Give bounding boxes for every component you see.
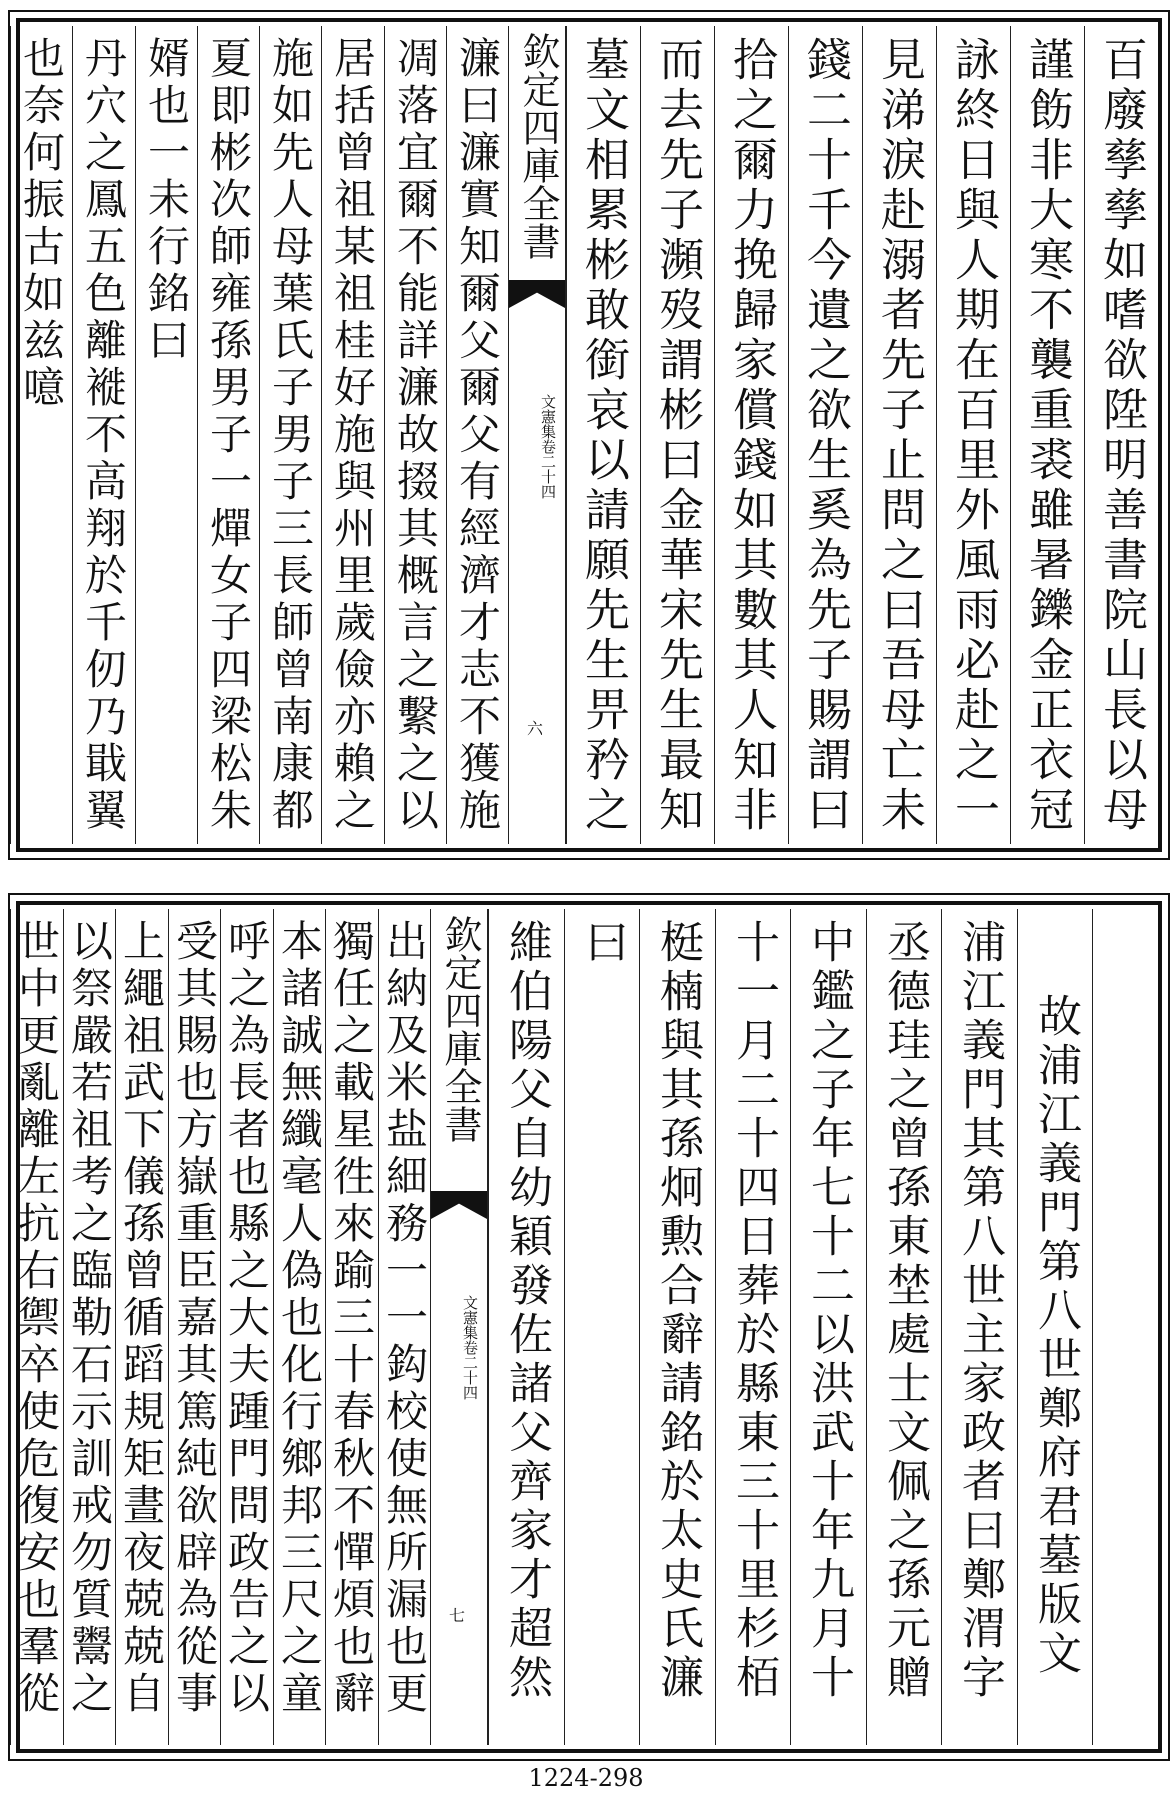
text-column: 墓文相累彬敢銜哀以請願先生畀矜之 — [566, 26, 640, 844]
text-column: 謹飭非大寒不襲重裘雖暑鑠金正衣冠 — [1010, 26, 1084, 844]
center-margin-strip — [508, 26, 566, 844]
book-volume-label: 文憲集卷二十四 — [461, 1295, 479, 1400]
text-column — [1092, 909, 1168, 1745]
text-column: 丞德珪之曾孫東埜處士文佩之孫元贈 — [866, 909, 942, 1745]
text-column: 梃楠與其孫炯勲合辭請銘於太史氏濂 — [639, 909, 715, 1745]
text-column: 曰 — [564, 909, 640, 1745]
text-column: 詠終日與人期在百里外風雨必赴之一 — [936, 26, 1010, 844]
page-reference-number: 1224-298 — [528, 1764, 644, 1792]
text-column: 上繩祖武下儀孫曾循蹈規矩晝夜兢兢自 — [115, 909, 168, 1745]
lower-book-page — [8, 893, 1170, 1761]
text-column: 凋落宜爾不能詳濂故掇其概言之繫之以 — [384, 26, 446, 844]
text-column: 錢二十千今遺之欲生奚為先子賜謂曰 — [788, 26, 862, 844]
text-column: 世中更亂離左抗右禦卒使危復安也羣從 — [10, 909, 63, 1745]
text-column: 也奈何振古如兹噫 — [10, 26, 72, 844]
text-column: 以祭嚴若祖考之臨勒石示訓戒勿質鬻之 — [63, 909, 116, 1745]
text-column: 見涕淚赴溺者先子止問之曰吾母亡未 — [862, 26, 936, 844]
center-margin-strip — [430, 909, 488, 1745]
leaf-number: 七 — [449, 1606, 466, 1625]
text-column: 拾之爾力挽歸家償錢如其數其人知非 — [714, 26, 788, 844]
text-column: 維伯陽父自幼穎發佐諸父齊家才超然 — [488, 909, 564, 1745]
text-column: 濂曰濂實知爾父爾父有經濟才志不獲施 — [446, 26, 508, 844]
text-column: 十一月二十四日葬於縣東三十里杉栢 — [715, 909, 791, 1745]
text-column: 居括曾祖某祖桂好施與州里歲儉亦賴之 — [321, 26, 383, 844]
text-column: 中鑑之子年七十二以洪武十年九月十 — [790, 909, 866, 1745]
fishtail-ornament — [431, 1191, 487, 1219]
book-volume-label: 文憲集卷二十四 — [539, 394, 557, 499]
text-column: 獨任之載星徃來踰三十春秋不憚煩也辭 — [325, 909, 378, 1745]
text-column: 出納及米盐細務一一鈎校使無所漏也更 — [378, 909, 431, 1745]
library-title: 欽定四庫全書 — [438, 915, 482, 1143]
text-column: 本諸誠無纖毫人偽也化行鄉邦三尺之童 — [273, 909, 326, 1745]
text-column: 呼之為長者也縣之大夫踵門問政告之以 — [220, 909, 273, 1745]
text-column: 夏即彬次師雍孫男子一燀女子四梁松朱 — [197, 26, 259, 844]
library-title: 欽定四庫全書 — [516, 32, 560, 260]
upper-book-page — [8, 10, 1170, 860]
leaf-number: 六 — [527, 719, 544, 738]
text-column: 浦江義門其第八世主家政者曰鄭渭字 — [941, 909, 1017, 1745]
text-column: 丹穴之鳳五色離褷不高翔於千仞乃戢翼 — [72, 26, 134, 844]
text-column: 受其賜也方嶽重臣嘉其篤純欲辟為從事 — [168, 909, 221, 1745]
text-column: 而去先子瀕歿謂彬曰金華宋先生最知 — [640, 26, 714, 844]
text-column: 施如先人母葉氏子男子三長師曾南康都 — [259, 26, 321, 844]
text-column: 婿也一未行銘曰 — [135, 26, 197, 844]
fishtail-ornament — [509, 280, 565, 308]
section-title: 故浦江義門第八世鄭府君墓版文 — [1017, 909, 1093, 1745]
text-column: 百廢孳孳如嗜欲陞明善書院山長以母 — [1084, 26, 1158, 844]
